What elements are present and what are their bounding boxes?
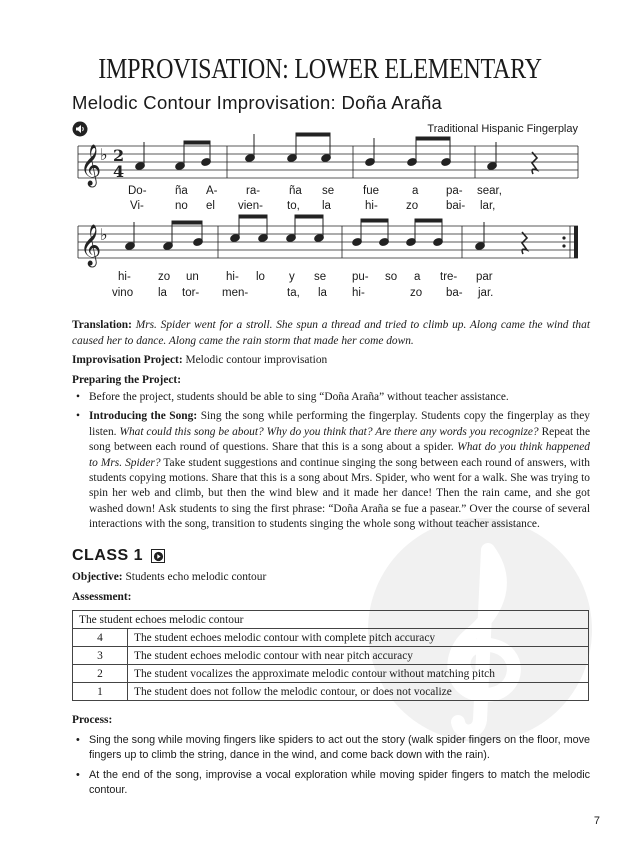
objective-label: Objective: [72, 571, 123, 583]
translation-label: Translation: [72, 319, 132, 331]
lyric-syllable: sear, [477, 185, 502, 197]
lyric-syllable: Vi- [130, 200, 144, 212]
introducing-label: Introducing the Song: [89, 410, 198, 423]
lyric-syllable: tre- [440, 271, 458, 283]
lyric-syllable: par [476, 271, 493, 283]
music-score [70, 130, 590, 300]
lyric-syllable: so [385, 271, 398, 283]
lyric-syllable: to, [287, 200, 300, 212]
lyric-syllable: se [314, 271, 327, 283]
assessment-table [72, 610, 589, 701]
process-label: Process: [72, 714, 113, 726]
lyric-syllable: zo [158, 271, 171, 283]
project-label: Improvisation Project: [72, 354, 183, 366]
list-item: • Introducing the Song: Sing the song while performing the fingerplay. Students copy the fingerplay as they listen. What could this song be about? Why do you think that? Are there any words you recognize? Repeat the song between each round of questions. Share that this is a song about a spider. What do you think happened to Mrs. Spider? Take student suggestions and continue singing the song between each round of answers, with students copying motions. Share that this is a song about Mrs. Spider, who went for a walk. She was trying to spin her web and climb, but then the wind blew and it made her dance! Then the rain came, and she got washed down! Ask students to sing the first phrase: “Doña Araña se fue a pasear.” Over the course of several interactions with the song, transition to students singing the whole song without teacher assistance. [72, 409, 590, 532]
lyric-syllable: hi- [226, 271, 239, 283]
lyric-syllable: se [322, 185, 335, 197]
class-heading: CLASS 1 [72, 547, 144, 564]
lyric-syllable: zo [406, 200, 419, 212]
lyric-syllable: y [289, 271, 295, 283]
list-item: • Before the project, students should be able to sing “Doña Araña” without teacher assistance. [72, 390, 590, 405]
lyric-syllable: la [318, 287, 327, 299]
translation-text: Mrs. Spider went for a stroll. She spun a thread and tried to climb up. Along came the wind that caused her to dance. Along came the rain storm that made her come down. [72, 319, 590, 347]
lyric-syllable: vino [112, 287, 134, 299]
lyric-syllable: ba- [446, 287, 463, 299]
lyric-syllable: a [414, 271, 421, 283]
lyric-syllable: vien- [238, 200, 263, 212]
table-row [73, 683, 589, 701]
table-header: The student echoes melodic contour [73, 611, 589, 629]
lyric-syllable: ra- [246, 185, 261, 197]
flat-icon: ♭ [100, 225, 108, 244]
time-signature-top: 2 [113, 146, 125, 165]
improvisation-project [72, 353, 590, 369]
description-cell: The student vocalizes the approximate melodic contour without matching pitch [128, 665, 589, 683]
score-cell: 3 [73, 647, 128, 665]
lyric-syllable: jar. [478, 287, 494, 299]
page-number: 7 [593, 815, 600, 827]
preparing-heading: Preparing the Project: [72, 374, 182, 386]
description-cell: The student echoes melodic contour with near pitch accuracy [128, 647, 589, 665]
lyric-syllable: lar, [480, 200, 496, 212]
lyric-syllable: hi- [365, 200, 378, 212]
lyric-syllable: pu- [352, 271, 369, 283]
preparing-list [72, 390, 590, 537]
lyric-syllable: men- [222, 287, 249, 299]
translation-paragraph [72, 318, 590, 349]
list-item: • At the end of the song, improvise a vocal exploration while moving spider fingers to match the melodic contour. [72, 768, 590, 799]
lyric-syllable: hi- [352, 287, 365, 299]
time-signature-bottom: 4 [113, 162, 125, 181]
lyric-syllable: la [322, 200, 331, 212]
treble-clef-icon: 𝄞 [80, 225, 102, 266]
table-row [73, 665, 589, 683]
lyric-syllable: ña [175, 185, 188, 197]
lyric-syllable: lo [256, 271, 265, 283]
lyric-syllable: la [158, 287, 167, 299]
lyric-syllable: Do- [128, 185, 147, 197]
lyric-syllable: bai- [446, 200, 466, 212]
list-item: • Sing the song while moving fingers like spiders to act out the story (walk spider fingers on the floor, move fingers up to climb the string, dance in the wind, and come back down with the rain). [72, 733, 590, 764]
score-cell: 1 [73, 683, 128, 701]
process-list [72, 733, 590, 803]
lyric-syllable: fue [363, 185, 379, 197]
lyric-syllable: el [206, 200, 215, 212]
table-header-row [73, 611, 589, 629]
play-icon[interactable] [151, 549, 165, 563]
lyric-syllable: ña [289, 185, 302, 197]
lyric-syllable: no [175, 200, 188, 212]
page-title: IMPROVISATION: LOWER ELEMENTARY [98, 54, 542, 85]
project-text: Melodic contour improvisation [185, 354, 328, 366]
lyric-syllable: tor- [182, 287, 200, 299]
flat-icon: ♭ [100, 145, 108, 164]
table-row [73, 647, 589, 665]
lyric-syllable: pa- [446, 185, 463, 197]
lyric-syllable: un [186, 271, 199, 283]
table-row [73, 629, 589, 647]
assessment-label: Assessment: [72, 591, 132, 603]
lyric-syllable: zo [410, 287, 423, 299]
description-cell: The student echoes melodic contour with complete pitch accuracy [128, 629, 589, 647]
lyric-syllable: hi- [118, 271, 131, 283]
score-cell: 4 [73, 629, 128, 647]
song-credit: Traditional Hispanic Fingerplay [427, 123, 578, 135]
lesson-subtitle: Melodic Contour Improvisation: Doña Araña [72, 92, 443, 113]
objective-text: Students echo melodic contour [125, 571, 267, 583]
treble-clef-icon: 𝄞 [80, 145, 102, 186]
objective [72, 570, 590, 586]
score-cell: 2 [73, 665, 128, 683]
lyric-syllable: A- [206, 185, 218, 197]
lyric-syllable: a [412, 185, 419, 197]
lyric-syllable: ta, [287, 287, 300, 299]
description-cell: The student does not follow the melodic contour, or does not vocalize [128, 683, 589, 701]
